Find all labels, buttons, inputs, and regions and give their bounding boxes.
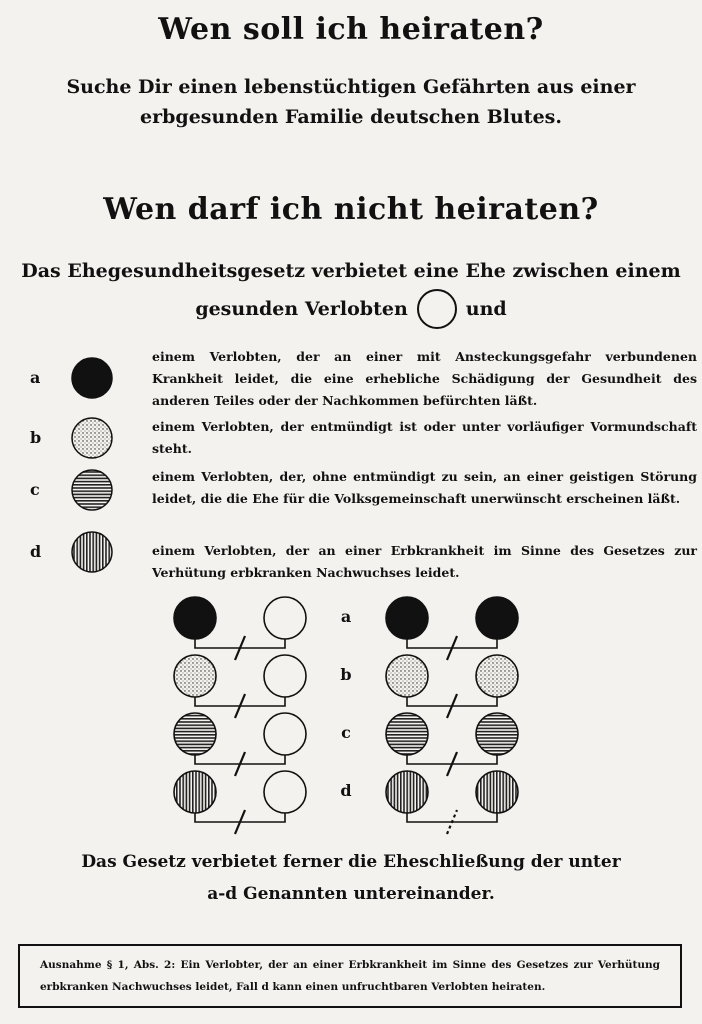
footer-statement xyxy=(0,846,702,910)
diagram-b-right-connector xyxy=(407,694,497,718)
diagram-letter-a: a xyxy=(340,607,352,626)
diagram-b-right-affected-circle-2 xyxy=(476,655,518,697)
solid-circle-icon xyxy=(70,356,114,400)
horizontal-striped-circle-icon xyxy=(70,468,114,512)
subtitle xyxy=(0,72,702,132)
diagram-d-right-affected-circle-2 xyxy=(476,771,518,813)
law-line-2-before: gesunden Verlobten xyxy=(195,298,408,320)
diagram-d-right-connector xyxy=(407,810,497,834)
legend-letter: d xyxy=(30,542,42,561)
legend-text: einem Verlobten, der, ohne entmündigt zu sein, an einer geistigen Störung leidet, die die Ehe für die Volksgemeinschaft unerwünscht erscheinen läßt. xyxy=(152,469,697,506)
diagram-c-right-connector xyxy=(407,752,497,776)
dotted-circle-icon xyxy=(70,416,114,460)
diagram-b-left-affected-circle xyxy=(174,655,216,697)
diagram-d-left-connector xyxy=(195,810,285,834)
diagram-a-right-affected-circle-2 xyxy=(476,597,518,639)
legend-item-d xyxy=(22,542,697,586)
subtitle-line-2: erbgesunden Familie deutschen Blutes. xyxy=(140,106,562,128)
diagram-c-left-affected-circle xyxy=(174,713,216,755)
diagram-letter-d: d xyxy=(340,781,352,800)
law-statement xyxy=(0,254,702,330)
legend-item-b xyxy=(22,418,697,462)
diagram-c-right-affected-circle-1 xyxy=(386,713,428,755)
heading-whom-not-to-marry: Wen darf ich nicht heiraten? xyxy=(103,192,599,227)
diagram-c-left-connector xyxy=(195,752,285,776)
exception-note-box xyxy=(18,944,682,1008)
heading-whom-to-marry: Wen soll ich heiraten? xyxy=(158,12,544,47)
diagram-d-left-affected-circle xyxy=(174,771,216,813)
legend-letter: a xyxy=(30,368,41,387)
diagram-a-right-connector xyxy=(407,636,497,660)
legend-item-c xyxy=(22,468,697,534)
marriage-diagram xyxy=(0,590,702,840)
subtitle-line-1: Suche Dir einen lebenstüchtigen Gefährten aus einer xyxy=(66,76,636,98)
diagram-c-right-affected-circle-2 xyxy=(476,713,518,755)
diagram-letter-c: c xyxy=(341,723,351,742)
footer-line-2: a-d Genannten untereinander. xyxy=(207,884,495,904)
diagram-a-right-affected-circle-1 xyxy=(386,597,428,639)
law-line-2-after: und xyxy=(465,298,507,320)
diagram-a-left-healthy-circle xyxy=(264,597,306,639)
footer-line-1: Das Gesetz verbietet ferner die Eheschließung der unter xyxy=(81,852,621,872)
healthy-fiance-circle-icon xyxy=(416,288,458,330)
diagram-c-left-healthy-circle xyxy=(264,713,306,755)
law-line-1: Das Ehegesundheitsgesetz verbietet eine Ehe zwischen einem xyxy=(21,260,681,282)
diagram-b-left-connector xyxy=(195,694,285,718)
vertical-striped-circle-icon xyxy=(70,530,114,574)
legend-letter: c xyxy=(30,480,40,499)
diagram-letter-b: b xyxy=(340,665,352,684)
legend-text: einem Verlobten, der entmündigt ist oder unter vorläufiger Vormundschaft steht. xyxy=(152,419,697,456)
diagram-b-left-healthy-circle xyxy=(264,655,306,697)
legend-text: einem Verlobten, der an einer Erbkrankheit im Sinne des Gesetzes zur Verhütung erbkranken Nachwuchses leidet. xyxy=(152,543,697,580)
legend-item-a xyxy=(22,348,697,414)
diagram-a-left-affected-circle xyxy=(174,597,216,639)
legend-text: einem Verlobten, der an einer mit Ansteckungsgefahr verbundenen Krankheit leidet, die eine erhebliche Schädigung der Gesundheit des anderen Teiles oder der Nachkommen befürchten läßt. xyxy=(152,349,697,408)
diagram-d-right-affected-circle-1 xyxy=(386,771,428,813)
exception-note: Ausnahme § 1, Abs. 2: Ein Verlobter, der an einer Erbkrankheit im Sinne des Gesetzes zur Verhütung erbkranken Nachwuchses leidet, Fall d kann einen unfruchtbaren Verlobten heiraten. xyxy=(40,959,660,993)
law-line-2 xyxy=(0,288,702,330)
diagram-b-right-affected-circle-1 xyxy=(386,655,428,697)
diagram-a-left-connector xyxy=(195,636,285,660)
diagram-d-left-healthy-circle xyxy=(264,771,306,813)
legend-letter: b xyxy=(30,428,42,447)
